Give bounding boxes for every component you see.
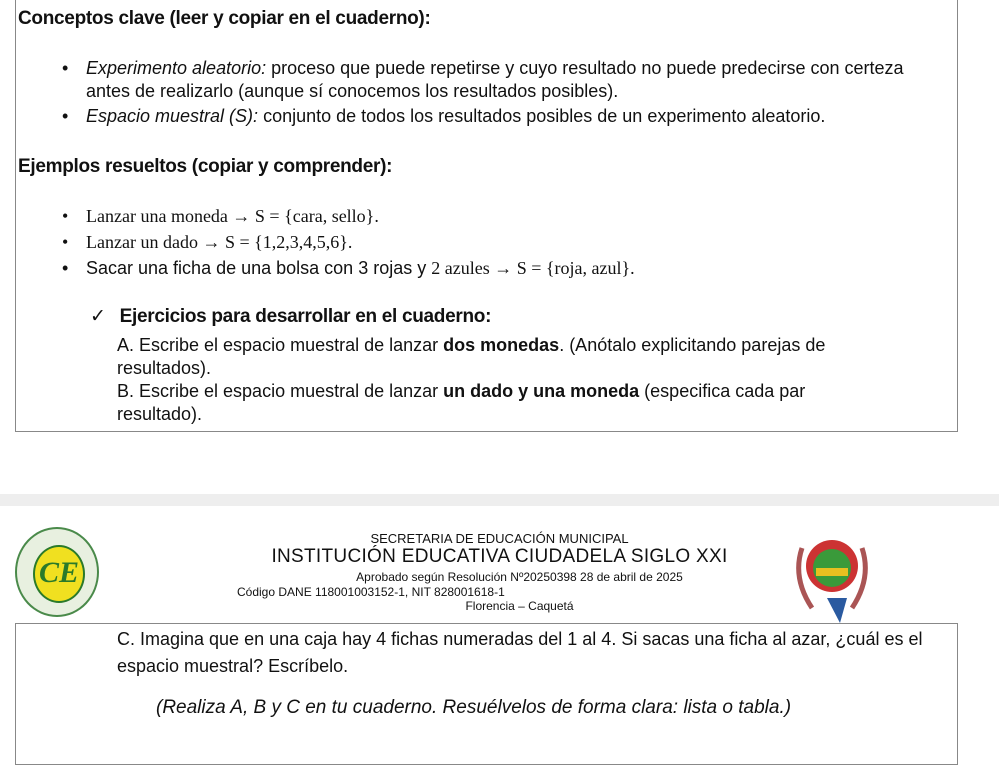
exercises-title: ✓ Ejercicios para desarrollar en el cuaderno: xyxy=(90,306,492,327)
list-item: • Espacio muestral (S): conjunto de todos los resultados posibles de un experimento aleatorio. xyxy=(18,105,918,128)
check-icon: ✓ xyxy=(90,306,106,327)
concepts-title: Conceptos clave (leer y copiar en el cuaderno): xyxy=(18,8,431,29)
school-logo: CE xyxy=(15,527,99,617)
header-institution: INSTITUCIÓN EDUCATIVA CIUDADELA SIGLO XXI xyxy=(271,546,728,567)
exercise-a: A. Escribe el espacio muestral de lanzar dos monedas. (Anótalo explicitando parejas de resultados). xyxy=(117,335,826,378)
exercise-c: C. Imagina que en una caja hay 4 fichas numeradas del 1 al 4. Si sacas una ficha al azar, ¿cuál es el espacio muestral? Escríbelo. xyxy=(117,629,923,676)
page-break xyxy=(0,494,999,506)
list-item: • Lanzar un dado → S = {1,2,3,4,5,6}. xyxy=(18,231,918,254)
list-item: • Experimento aleatorio: proceso que puede repetirse y cuyo resultado no puede predecirse con certeza antes de realizarlo (aunque sí conocemos los resultados posibles). xyxy=(18,57,918,103)
list-item: • Sacar una ficha de una bolsa con 3 rojas y 2 azules → S = {roja, azul}. xyxy=(18,257,918,280)
instructions-note: (Realiza A, B y C en tu cuaderno. Resuélvelos de forma clara: lista o tabla.) xyxy=(156,697,792,718)
exercise-b: B. Escribe el espacio muestral de lanzar un dado y una moneda (especifica cada par resultado). xyxy=(117,381,806,424)
header-dane: Código DANE 118001003152-1, NIT 828001618-1 xyxy=(237,585,505,599)
examples-title: Ejemplos resueltos (copiar y comprender): xyxy=(18,156,393,177)
examples-list xyxy=(18,205,918,280)
header-secretaria: SECRETARIA DE EDUCACIÓN MUNICIPAL xyxy=(370,531,629,546)
list-item: • Lanzar una moneda → S = {cara, sello}. xyxy=(18,205,918,228)
concepts-list xyxy=(18,57,918,128)
header-resolution: Aprobado según Resolución Nº20250398 28 de abril de 2025 xyxy=(356,570,683,584)
header-city: Florencia – Caquetá xyxy=(465,599,574,613)
